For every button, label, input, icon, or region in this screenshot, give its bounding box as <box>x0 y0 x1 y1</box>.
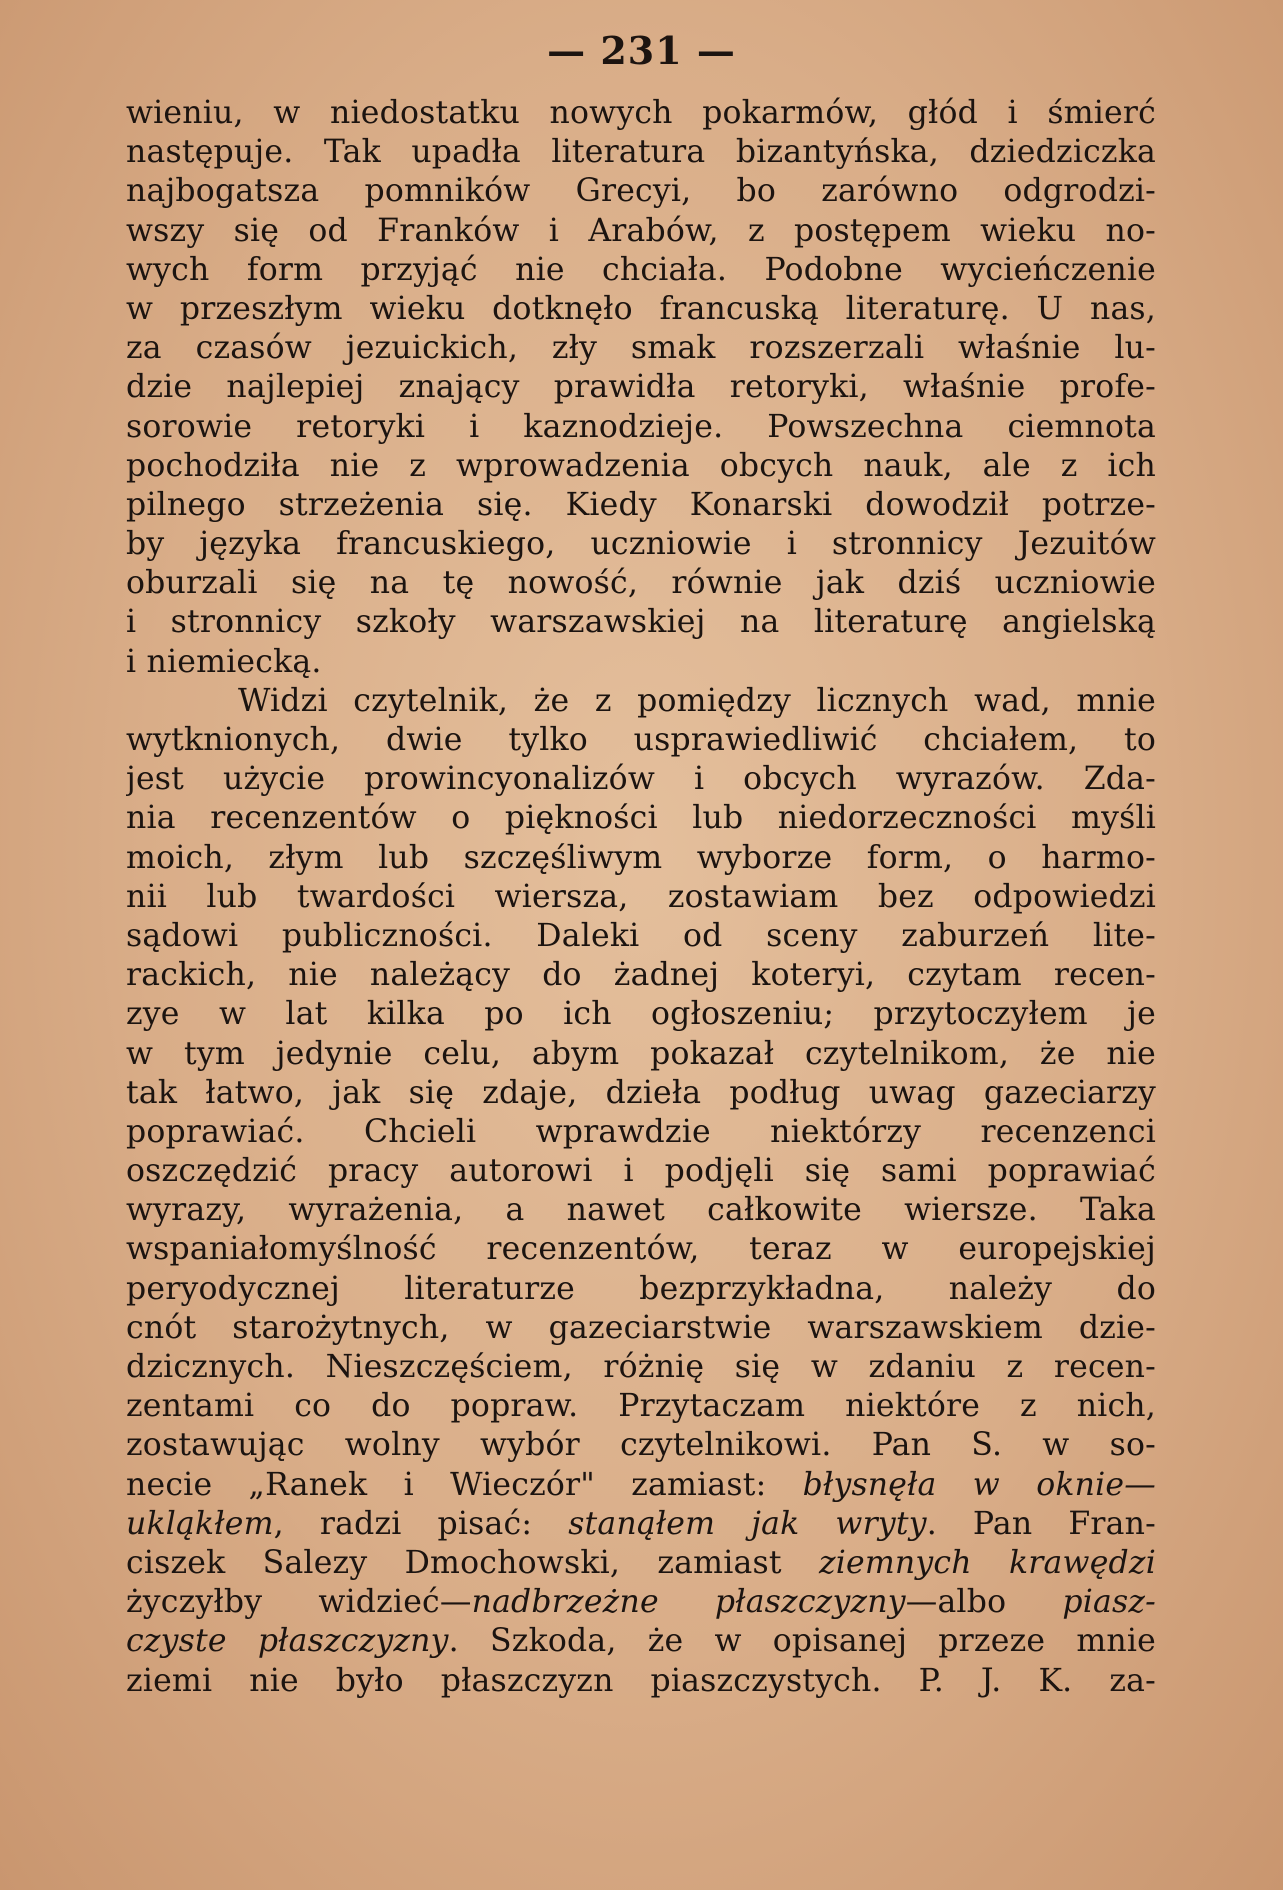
text-span: —albo <box>905 1584 1063 1621</box>
text-span: necie „Ranek i Wieczór" zamiast: <box>126 1466 803 1503</box>
text-span: ciszek Salezy Dmochowski, zamiast <box>126 1544 819 1581</box>
text-line: pilnego strzeżenia się. Kiedy Konarski dowodził potrze- <box>126 486 1156 523</box>
text-line: w tym jedynie celu, abym pokazał czytelnikom, że nie <box>126 1035 1156 1072</box>
text-span: , radzi pisać: <box>273 1505 569 1542</box>
italic-span: ziemnych krawędzi <box>818 1544 1156 1581</box>
text-line: i niemiecką. <box>126 643 322 680</box>
text-line: jest użycie prowincyonalizów i obcych wyrazów. Zda- <box>126 761 1156 798</box>
text-span: . Szkoda, że w opisanej przeze mnie <box>448 1623 1156 1660</box>
italic-span: błysnęła w oknie— <box>802 1466 1156 1503</box>
italic-span: nadbrzeżne płaszczyzny <box>471 1584 906 1621</box>
text-line: moich, złym lub szczęśliwym wyborze form, o harmo- <box>126 839 1156 876</box>
text-line: w przeszłym wieku dotknęło francuską literaturę. U nas, <box>126 290 1156 327</box>
text-line: nia recenzentów o piękności lub niedorzeczności myśli <box>126 800 1156 837</box>
text-line: zye w lat kilka po ich ogłoszeniu; przytoczyłem je <box>126 996 1156 1033</box>
italic-span: czyste płaszczyzny <box>126 1623 449 1660</box>
page-number: — 231 — <box>547 28 736 73</box>
text-line: i stronnicy szkoły warszawskiej na literaturę angielską <box>126 604 1156 641</box>
text-line: poprawiać. Chcieli wprawdzie niektórzy recenzenci <box>126 1113 1156 1150</box>
text-line <box>126 1622 1156 1661</box>
text-line: wych form przyjąć nie chciała. Podobne wycieńczenie <box>126 251 1156 288</box>
text-line: nii lub twardości wiersza, zostawiam bez odpowiedzi <box>126 878 1156 915</box>
text-line: cnót starożytnych, w gazeciarstwie warszawskiem dzie- <box>126 1309 1156 1346</box>
text-line: pochodziła nie z wprowadzenia obcych nauk, ale z ich <box>126 447 1156 484</box>
text-span: życzyłby widzieć— <box>126 1584 472 1621</box>
text-line: następuje. Tak upadła literatura bizantyńska, dziedziczka <box>126 134 1156 171</box>
text-line <box>126 1505 1156 1544</box>
text-line: wspaniałomyślność recenzentów, teraz w europejskiej <box>126 1231 1156 1268</box>
text-line: wyrazy, wyrażenia, a nawet całkowite wiersze. Taka <box>126 1192 1156 1229</box>
text-line: za czasów jezuickich, zły smak rozszerzali właśnie lu- <box>126 330 1156 367</box>
text-line: zentami co do popraw. Przytaczam niektóre z nich, <box>126 1388 1156 1425</box>
italic-span: piasz- <box>1062 1584 1156 1621</box>
text-line: rackich, nie należący do żadnej koteryi, czytam recen- <box>126 957 1156 994</box>
text-line <box>126 1583 1156 1622</box>
text-span: . Pan Fran- <box>926 1505 1156 1542</box>
text-line: najbogatsza pomników Grecyi, bo zarówno odgrodzi- <box>126 173 1156 210</box>
text-line: by języka francuskiego, uczniowie i stronnicy Jezuitów <box>126 526 1156 563</box>
text-line: dzicznych. Nieszczęściem, różnię się w zdaniu z recen- <box>126 1349 1156 1385</box>
text-line: dzie najlepiej znający prawidła retoryki, właśnie profe- <box>126 369 1156 406</box>
text-line: oszczędzić pracy autorowi i podjęli się sami poprawiać <box>126 1153 1156 1190</box>
body-text <box>126 94 1156 1701</box>
text-line: sądowi publiczności. Daleki od sceny zaburzeń lite- <box>126 917 1156 954</box>
italic-span: stanąłem jak wryty <box>568 1505 927 1542</box>
text-line <box>126 1544 1156 1583</box>
text-line: wieniu, w niedostatku nowych pokarmów, głód i śmierć <box>126 95 1156 131</box>
italic-span: ukląkłem <box>126 1505 274 1542</box>
text-line: ziemi nie było płaszczyzn piaszczystych. P. J. K. za- <box>126 1662 1156 1699</box>
text-line: peryodycznej literaturze bezprzykładna, należy do <box>126 1270 1156 1307</box>
text-line: wszy się od Franków i Arabów, z postępem wieku no- <box>126 212 1156 249</box>
text-line: sorowie retoryki i kaznodzieje. Powszechna ciemnota <box>126 408 1156 445</box>
text-line: zostawując wolny wybór czytelnikowi. Pan S. w so- <box>126 1427 1156 1464</box>
text-line: Widzi czytelnik, że z pomiędzy licznych wad, mnie <box>238 682 1156 719</box>
text-line <box>126 1466 1156 1505</box>
text-line: wytknionych, dwie tylko usprawiedliwić chciałem, to <box>126 722 1156 758</box>
text-line: tak łatwo, jak się zdaje, dzieła podług uwag gazeciarzy <box>126 1074 1156 1111</box>
text-line: oburzali się na tę nowość, równie jak dziś uczniowie <box>126 565 1156 602</box>
